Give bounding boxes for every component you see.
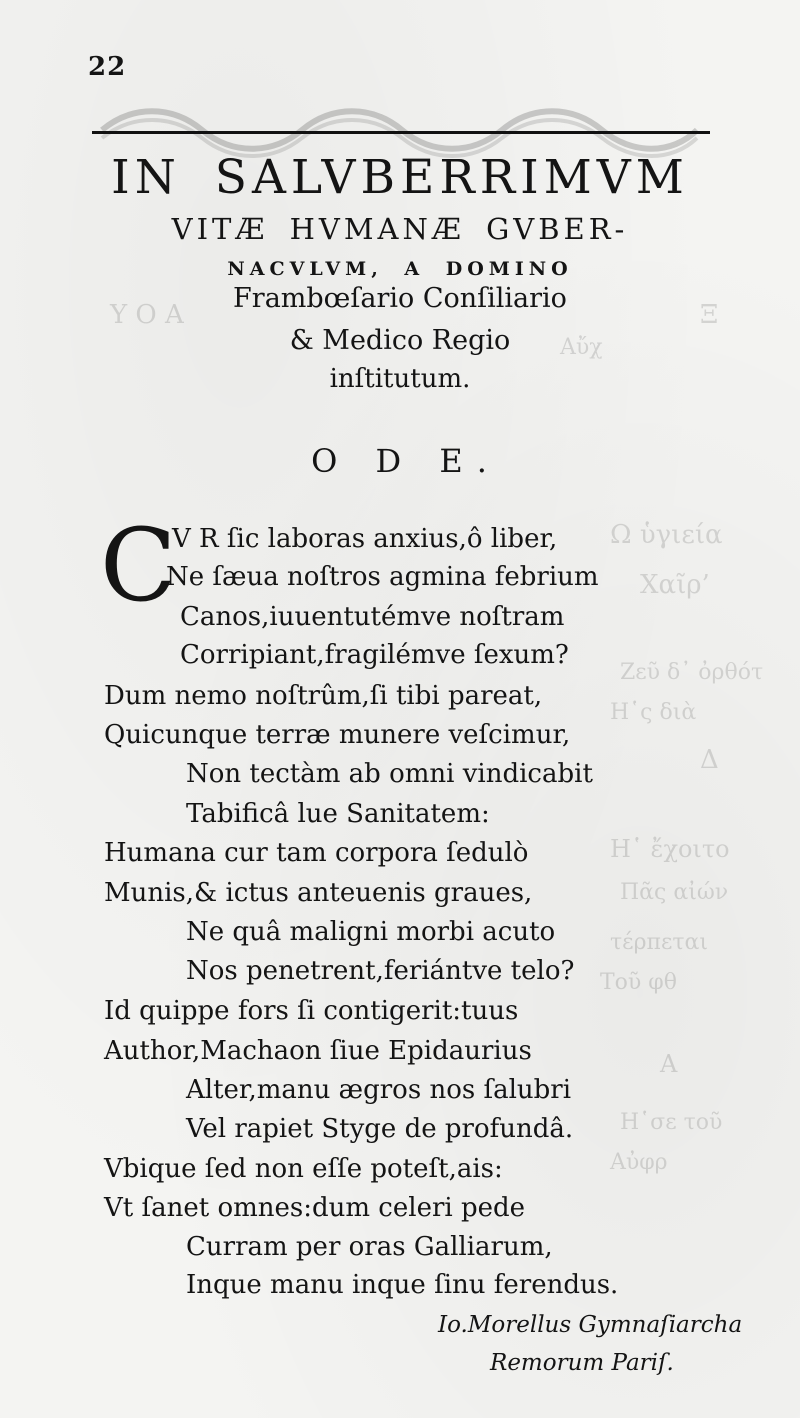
verse-line: Author,Machaon ſiue Epidaurius: [104, 1036, 532, 1066]
verse-line: Alter,manu ægros nos ſalubri: [186, 1075, 572, 1105]
verse-line: Quicunque terræ munere veſcimur,: [104, 720, 571, 750]
verse-line: Inque manu inque ſinu ferendus.: [186, 1270, 619, 1300]
title-rule: [92, 131, 710, 134]
verse-line: Nos penetrent,feriántve telo?: [186, 956, 575, 986]
verse-line: Munis,& ictus anteuenis graues,: [104, 878, 533, 908]
verse-line: Tabificâ lue Sanitatem:: [186, 799, 490, 829]
signature-line-1: Io.Morellus Gymnaſiarcha: [438, 1312, 743, 1338]
verse-line: Non tectàm ab omni vindicabit: [186, 759, 593, 789]
signature-line-2: Remorum Pariſ.: [490, 1350, 674, 1376]
title-line-5: & Medico Regio: [289, 325, 511, 356]
title-line-2: VITÆ HVMANÆ GVBER-: [171, 212, 629, 246]
verse-line: Curram per oras Galliarum,: [186, 1232, 553, 1262]
verse-line: Ne ſæua noſtros agmina febrium: [166, 562, 599, 592]
show-through-texture: Ω ὑγιεία Χαῖρ’ Ζεῦ δ᾽ ὀρθότ Η῾ς διὰ Δ Η῾ ἔχοιτο Πᾶς αἰών τέρπεται Τοῦ φθ Α Η῾σε τοῦ Αὐφρ Υ Ο Α Ξ Αὔχ: [110, 300, 764, 1175]
verse-line: Vel rapiet Styge de profundâ.: [186, 1114, 574, 1144]
verse-line: Corripiant,fragilémve ſexum?: [180, 640, 569, 670]
title-line-6: inſtitutum.: [329, 364, 471, 394]
verse-line: Vt ſanet omnes:dum celeri pede: [104, 1193, 526, 1223]
verse-line: Vbique ſed non eſſe poteſt,ais:: [104, 1154, 503, 1184]
verse-line: Ne quâ maligni morbi acuto: [186, 917, 556, 947]
verse-line: V R ſic laboras anxius,ô liber,: [172, 524, 558, 554]
verse-line: Id quippe fors ſi contigerit:tuus: [104, 996, 519, 1026]
title-line-4: Frambœſario Conſiliario: [233, 283, 567, 314]
title-line-1: IN SALVBERRIMVM: [111, 150, 689, 205]
section-heading: O D E.: [311, 442, 501, 480]
verse-line: Canos,iuuentutémve noſtram: [180, 602, 565, 632]
title-line-3: NACVLVM, A DOMINO: [227, 258, 573, 280]
verse-line: Humana cur tam corpora ſedulò: [104, 838, 529, 868]
drop-cap: C: [100, 507, 177, 624]
verse-line: Dum nemo noſtrûm,ſi tibi pareat,: [104, 681, 543, 711]
page-number: 22: [88, 52, 127, 82]
